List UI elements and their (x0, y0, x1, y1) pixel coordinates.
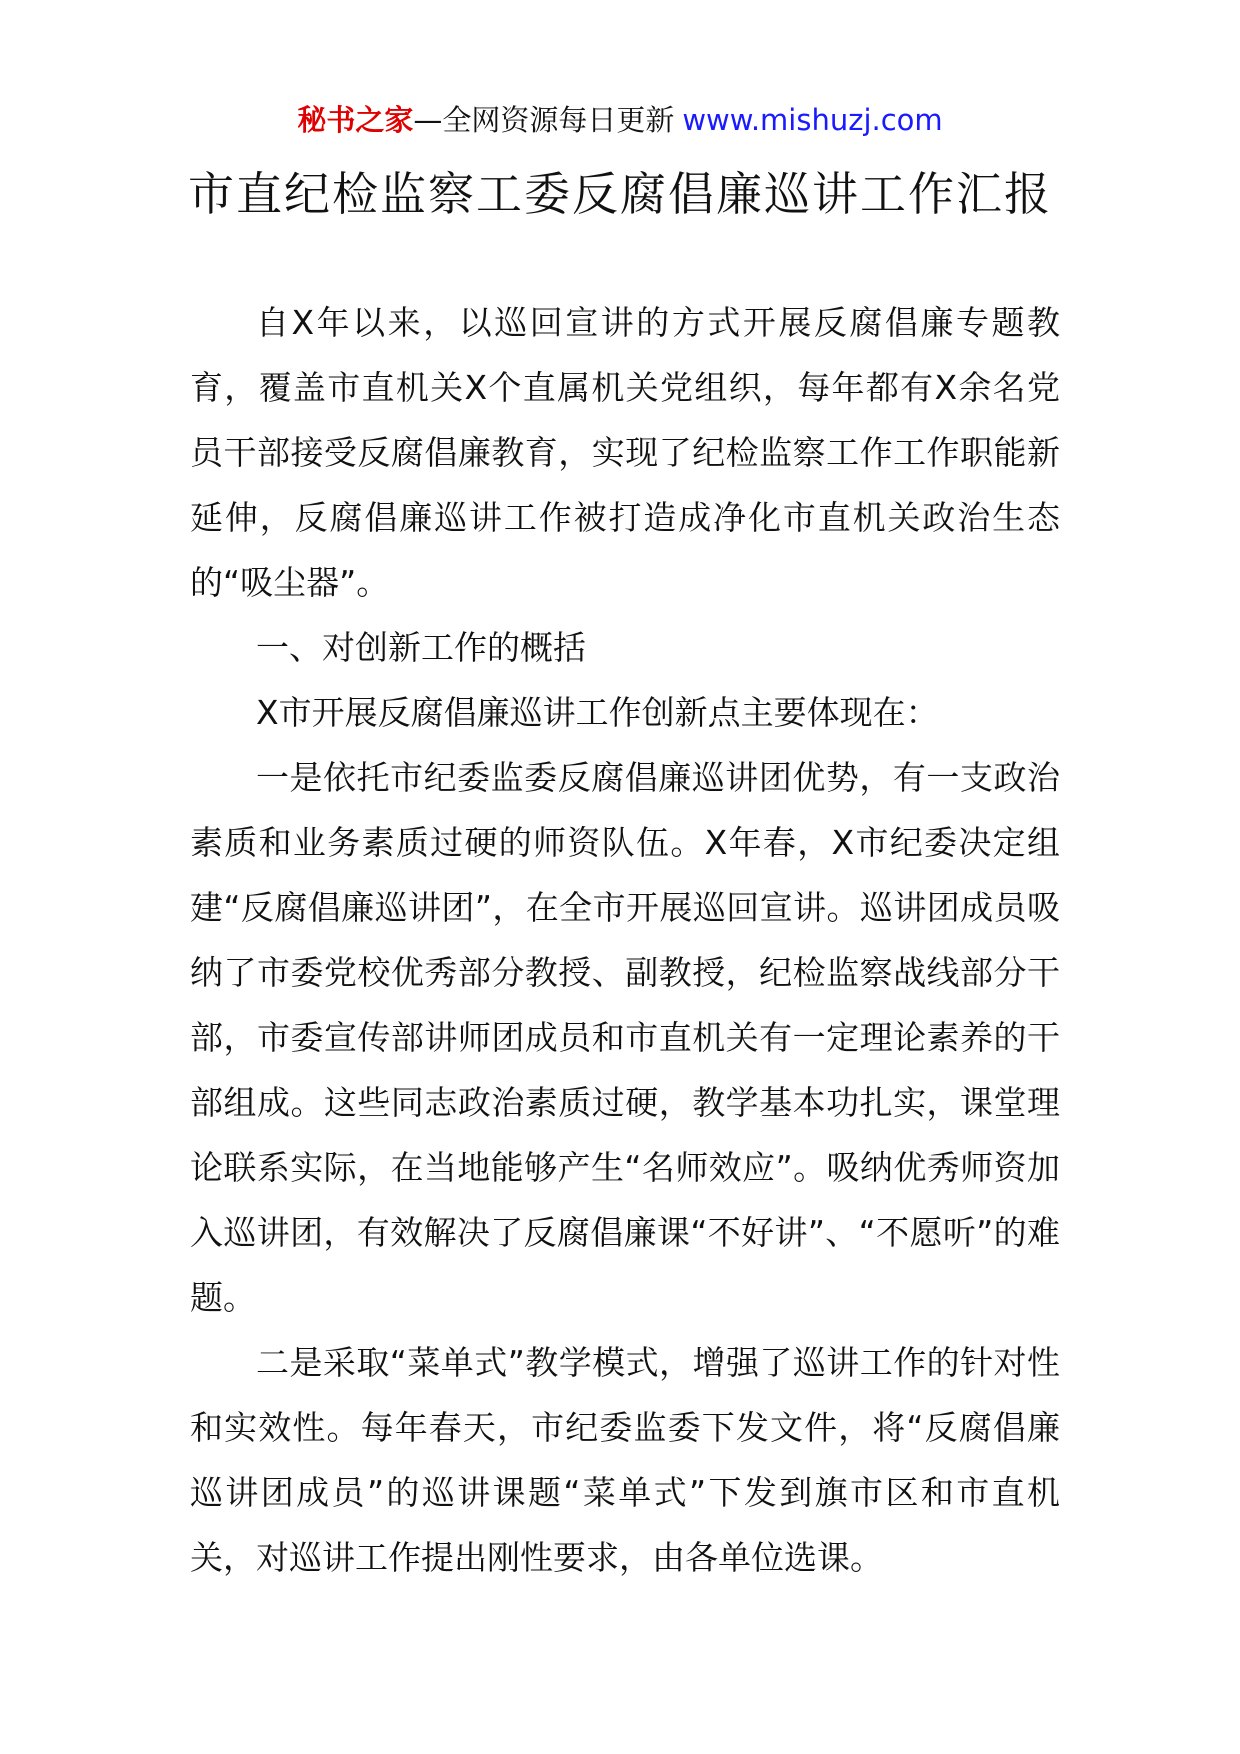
section-heading-1: 一、对创新工作的概括 (256, 628, 586, 667)
header-tagline: —全网资源每日更新 (413, 103, 675, 137)
document-title: 市直纪检监察工委反腐倡廉巡讲工作汇报 (188, 167, 1052, 221)
site-url-link[interactable]: www.mishuzj.com (682, 103, 943, 137)
paragraph-point-2: 二是采取“菜单式”教学模式，增强了巡讲工作的针对性和实效性。每年春天，市纪委监委下发文件，将“反腐倡廉巡讲团成员”的巡讲课题“菜单式”下发到旗市区和市直机关，对巡讲工作提出刚性要求，由各单位选课。 (190, 1343, 1060, 1577)
brand-name: 秘书之家 (297, 103, 414, 137)
paragraph-intro: 自X年以来，以巡回宣讲的方式开展反腐倡廉专题教育，覆盖市直机关X个直属机关党组织，每年都有X余名党员干部接受反腐倡廉教育，实现了纪检监察工作工作职能新延伸，反腐倡廉巡讲工作被打造成净化市直机关政治生态的“吸尘器”。 (190, 303, 1060, 602)
document-body (190, 290, 1060, 1590)
paragraph-summary-lead: X市开展反腐倡廉巡讲工作创新点主要体现在： (256, 693, 939, 732)
paragraph-point-1: 一是依托市纪委监委反腐倡廉巡讲团优势，有一支政治素质和业务素质过硬的师资队伍。X年春，X市纪委决定组建“反腐倡廉巡讲团”，在全市开展巡回宣讲。巡讲团成员吸纳了市委党校优秀部分教授、副教授，纪检监察战线部分干部，市委宣传部讲师团成员和市直机关有一定理论素养的干部组成。这些同志政治素质过硬，教学基本功扎实，课堂理论联系实际，在当地能够产生“名师效应”。吸纳优秀师资加入巡讲团，有效解决了反腐倡廉课“不好讲”、“不愿听”的难题。 (190, 758, 1060, 1317)
site-header (0, 100, 1240, 140)
